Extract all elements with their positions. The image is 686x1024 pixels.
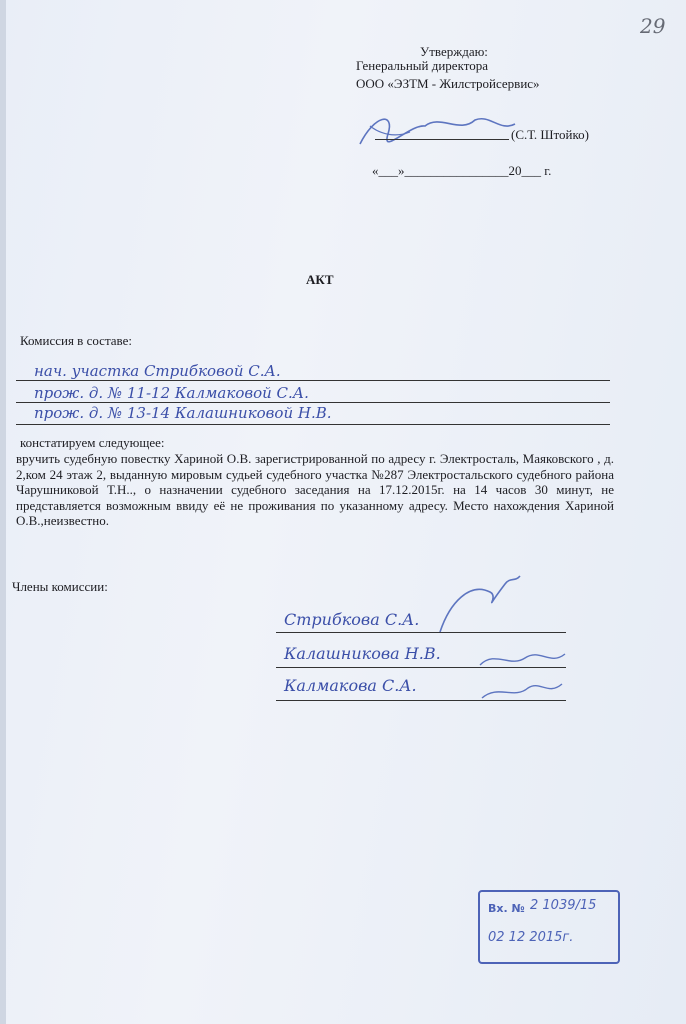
commission-label: Комиссия в составе: (20, 333, 132, 348)
members-label: Члены комиссии: (12, 579, 108, 594)
stamp-date: 02 12 2015г. (488, 930, 574, 945)
registration-stamp (478, 890, 620, 964)
commission-member-1: нач. участка Стрибковой С.А. (34, 362, 281, 380)
member-line-1 (16, 380, 610, 381)
approve-company: ООО «ЭЗТМ - Жилстройсервис» (356, 76, 540, 91)
approve-date: «___»________________20___ г. (372, 163, 552, 178)
member-line-3 (16, 424, 610, 425)
member-initials (470, 640, 580, 710)
approve-position: Генеральный директора (356, 58, 488, 73)
member-signature-2: Калашникова Н.В. (284, 644, 441, 663)
page-edge (0, 0, 6, 1024)
stamp-label: Вх. № (488, 902, 525, 915)
commission-member-3: прож. д. № 13-14 Калашниковой Н.В. (34, 404, 332, 422)
commission-member-2: прож. д. № 11-12 Калмаковой С.А. (34, 384, 309, 402)
page-number: 29 (640, 14, 666, 38)
director-name: (С.Т. Штойко) (511, 127, 589, 142)
statement-body: вручить судебную повестку Хариной О.В. зарегистрированной по адресу г. Электросталь, Маяковского , д. 2,ком 24 этаж 2, выданную мировым судьей судебного участка №287 Электростальского судебного района Чарушниковой Т.Н.., о назначении судебного заседания на 17.12.2015г. на 14 часов 30 минут, не представляется возможным ввиду её не проживания по указанному адресу. Место нахождения Хариной О.В.,неизвестно. (16, 451, 614, 528)
member-signature-1: Стрибкова С.А. (284, 610, 420, 629)
document-title: АКТ (306, 272, 334, 287)
member-signature-3: Калмакова С.А. (284, 676, 417, 695)
director-signature-line (375, 139, 509, 140)
director-signature (350, 104, 520, 156)
signature-line-1 (276, 632, 566, 633)
approve-label: Утверждаю: (420, 44, 488, 59)
statement-lead: констатируем следующее: (20, 435, 165, 450)
member-line-2 (16, 402, 610, 403)
stamp-number: 2 1039/15 (530, 898, 597, 913)
